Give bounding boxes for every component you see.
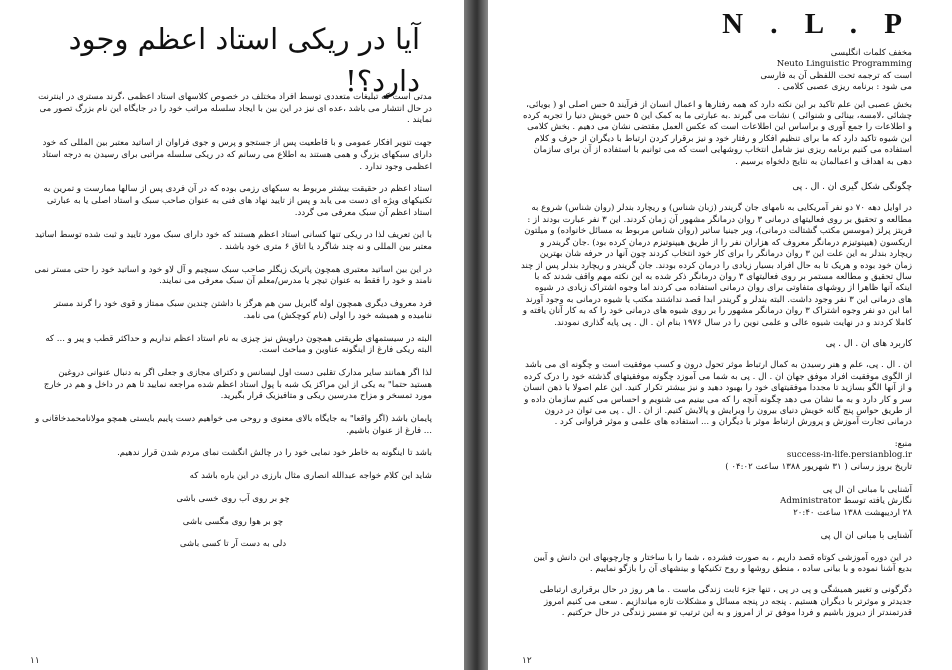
paragraph: در این دوره آموزشی کوتاه قصد داریم ، به صورت فشرده ، شما را با ساختار و چارچوبهای این دانش و آیین بدیع آشنا نموده و با بیانی ساده ، منطق روشها و روح تکنیکها و بینشهای آن را بازگو نماییم .	[533, 552, 912, 575]
section-heading: کاربرد های ان . ال . پی	[825, 338, 912, 349]
paragraph: در اوایل دهه ۷۰ دو نفر آمریکایی به نامهای جان گریندر (زبان شناس) و ریچارد بندلر (روان شناس) شروع به مطالعه و تحقیق بر روی فعالیتهای درمانی ۳ روان درمانگر مشهور آن زمان کردند. این ۳ نفر عبارت بودند از : فریتز پرلز (موسس مکتب گشتالت درمانی)، ویر جینیا ساتیر (روان شناس مربوط به مسائل خانواده) و میلتون اریکسون (هیپنوتیزم درمانگر معروف که هزاران نفر را از طریق هیپنوتیزم درمان کرده بود) .جان گریندر و ریچارد بندلر به این علت این ۳ روان درمانگر را برای کار خود انتخاب کردند چون آنها در حرفه شان بهترین زمان خود بوده و هریک تا به حال افراد بسیار زیادی را درمان کرده بودند. جان گریندر و ریچارد بندلر پس از چند سال تحقیق و مطالعه مستمر بر روی فعالیتهای ۳ روان درمانگر ذکر شده به این نکته مهم واقف شدند که با اینکه آنها ظاهرا از روشهای متفاوتی برای روان درمانی استفاده می کردند اما وجوه اشتراک زیادی در شیوه های درمانی این ۳ نفر وجود داشت. البته بندلر و گریندر ابدا قصد نداشتند مکتب یا شیوه درمانی به وجود آورند اما این دو نفر وجوه اشتراک ۳ روان درمانگر مشهور را بر روی شیوه های درمانی خود را که به کار آنان یافته و کاملا کردند و در نهایت شیوه عالی و علمی نوین را در سال ۱۹۷۶ بنام ان . ال . پی پایه گذاری نمودند.	[520, 203, 912, 328]
update-date: تاریخ بروز رسانی ( ۳۱ شهریور ۱۳۸۸ ساعت ۰۴:۰۲ )	[725, 461, 912, 472]
poem-line: دلی به دست آر تا کسی باشی	[179, 539, 287, 550]
paragraph: دگرگونی و تغییر همیشگی و پی در پی ، تنها جزء ثابت زندگی ماست . ما هر روز در حال برقراری ارتباطی جدیدتر و موثرتر با دیگران هستیم . پنجه در پنجه مسائل و مشکلات تازه میاندازیم . سعی می کنیم امروز قدرتمندتر از دیروز باشیم و فردا موفق تر از امروز و به این ترتیب تو مسیر زندگی در حال حرکتیم .	[539, 585, 912, 619]
paragraph: جهت تنویر افکار عمومی و با قاطعیت پس از جستجو و پرس و جوی فراوان از اساتید معتبر بین المللی که خود دارای سبکهای بزرگ و همی هستند به اطلاع می رسانم که در ریکی سلسله مراتبی برای رسیدن به درجه استاد اعظمی وجود ندارد .	[42, 138, 432, 172]
intro-line: می شود : برنامه ریزی عصبی کلامی .	[777, 82, 912, 93]
right-page	[488, 0, 952, 670]
page-number: ۱۲	[522, 656, 532, 666]
intro-line: مخفف کلمات انگلیسی	[830, 48, 912, 58]
paragraph: در این بین اساتید معتبری همچون پاتریک زیگلر صاحب سبک سیچیم و آل لاو خود و اساتید خود را حتی مستر نمی نامند و خود را فقط به عنوان تیچر یا مدرس/معلم آن سبک معرفی می نمایند.	[34, 264, 432, 287]
poem-line: چو بر روی آب روی خسی باشی	[176, 493, 290, 504]
nlp-title: N . L . P	[722, 8, 912, 40]
right-article-body	[520, 48, 912, 630]
book-gutter	[464, 0, 488, 670]
source-label: منبع:	[894, 438, 912, 449]
source-link[interactable]: success-in-life.persianblog.ir	[786, 450, 912, 461]
paragraph: بخش عصبی این علم تاکید بر این نکته دارد که همه رفتارها و اعمال انسان از فرآیند ۵ حس اصلی او ( بویائی، چشائی ،لامسه، بینائی و شنوائی ) نشات می گیرند .به عبارتی ما به کمک این ۵ حس خویش دنیا را تجربه کرده و اطلاعات را جمع آوری و براساس این اطلاعات است که عکس العمل مقتضی نشان می دهیم . بخش کلامی این شیوه تاکید دارد که ما برای تنظیم افکار و رفتار خود و نیز برقرار کردن ارتباط با دیگران از حرف و کلام استفاده می کنیم برنامه ریزی نیز شامل انتخاب روشهایی است که می توانیم با استفاده از آن برای سازمان دهی به اهداف و اعمالمان به نتایج دلخواه برسیم .	[522, 99, 912, 167]
paragraph: پایمان باشد (اگر واقعا" به جایگاه بالای معنوی و روحی می خواهیم دست پاییم بایستی همچو مولانامحمدخاقانی و ... فارغ از عنوان باشیم.	[35, 414, 432, 436]
author-line: نگارش یافته توسط Administrator	[780, 496, 912, 507]
paragraph: مدتی است که تبلیغات متعددی توسط افراد مختلف در خصوص کلاسهای استاد اعظمی ،گرند مستری در اینترنت در حال انتشار می باشد ،عده ای نیز در این بین با ایجاد سلسله مراتب خود را در جایگاه این نام بزرگ تصور می نمایند .	[38, 92, 432, 126]
paragraph: البته در سیستمهای طریقتی همچون دراویش نیز چیزی به نام استاد اعظم نداریم و حداکثر قطب و پیر و ... که البته ریکی فارغ از اینگونه عناوین و مباحث است.	[45, 333, 432, 356]
left-article-body	[34, 92, 432, 562]
section-heading: چگونگی شکل گیری ان . ال . پی	[792, 182, 912, 193]
paragraph: لذا اگر همانند سایر مدارک تقلبی دست اول لیسانس و دکترای مجازی و جعلی اگر به دنبال عنوانی دروغین هستید حتما" به یکی از این مراکز یک شبه با پول استاد اعظم شده مراجعه نمایید تا هم در داخل و هم در خارج مورد تمسخر و مزاح مدرسین ریکی و متافیزیک قرار بگیرید.	[43, 367, 432, 402]
page-number: ۱۱	[30, 656, 40, 666]
paragraph: با این تعریف لذا در ریکی تنها کسانی استاد اعظم هستند که خود دارای سبک مورد تایید و ثبت شده توسط اساتید معتبر بین المللی و نه چند شاگرد یا اتاق ۶ متری خود باشند .	[35, 230, 432, 253]
paragraph: باشد تا اینگونه به خاطر خود نمایی خود را در چالش انگشت نمای مردم شدن قرار ندهیم.	[117, 448, 432, 459]
source-block	[520, 439, 912, 473]
section-heading: آشنایی با مبانی ان ال پی	[820, 531, 912, 542]
post-date: ۲۸ اردیبهشت ۱۳۸۸ ساعت ۲۰:۴۰	[793, 507, 912, 518]
intro-line: است که ترجمه تحت اللفظی آن به فارسی	[760, 70, 912, 81]
intro-line-english: Neuto Linguistic Programming	[776, 59, 912, 70]
left-page	[0, 0, 464, 670]
article-title: آیا در ریکی استاد اعظم وجود دارد؟!	[68, 22, 420, 98]
paragraph: استاد اعظم در حقیقت بیشتر مربوط به سبکهای رزمی بوده که در آن فردی پس از سالها ممارست و تمرین به تکنیکهای ویژه ای دست می یابد و پس از تایید نهاد های فنی به عنوان صاحب سبک و استاد اصلی یا به عبارتی استاد اعظم آن سبک معرفی می گردد.	[43, 184, 432, 218]
paragraph: ان . ال . پی، علم و هنر رسیدن به کمال ارتباط موثر تحول درون و کسب موفقیت است و چگونه ای می باشد از الگوی موفقیت افراد موفق جهان ان . ال . پی به شما می آموزد چگونه موفقیتهای گذشته خود را درک کرده و از آنها الگو بسازید تا مجددا موفقیتهای خود را بهبود دهید و نیز بیشتر تکرار کنید. این علم اصولا با ذهن انسان سر و کار دارد و به ما نشان می دهد چگونه آنچه را که می بینیم می شنویم و احساس می کنیم سازمان داده و از طریق حواس پنج گانه خویش دنیای بیرون را ویرایش و پالایش کنیم. از ان . ال . پی می توان در درون درمانی تجارت آموزش و پرورش ارتباط موثر با دیگران و ... استفاده های علمی و موثر فراوانی کرد .	[523, 360, 912, 428]
paragraph: شاید این کلام خواجه عبدالله انصاری مثال بارزی در این باره باشد که	[189, 471, 432, 482]
section-heading: آشنایی با مبانی ان ال پی	[822, 485, 912, 495]
poem-line: چو بر هوا روی مگسی باشی	[182, 516, 284, 527]
paragraph: فرد معروف دیگری همچون اوله گابریل سن هم هرگز با داشتن چندین سبک ممتاز و قوی خود را گرند مستر ننامیده و همیشه خود را اولی (نام کوچکش) می نامد.	[53, 299, 432, 321]
